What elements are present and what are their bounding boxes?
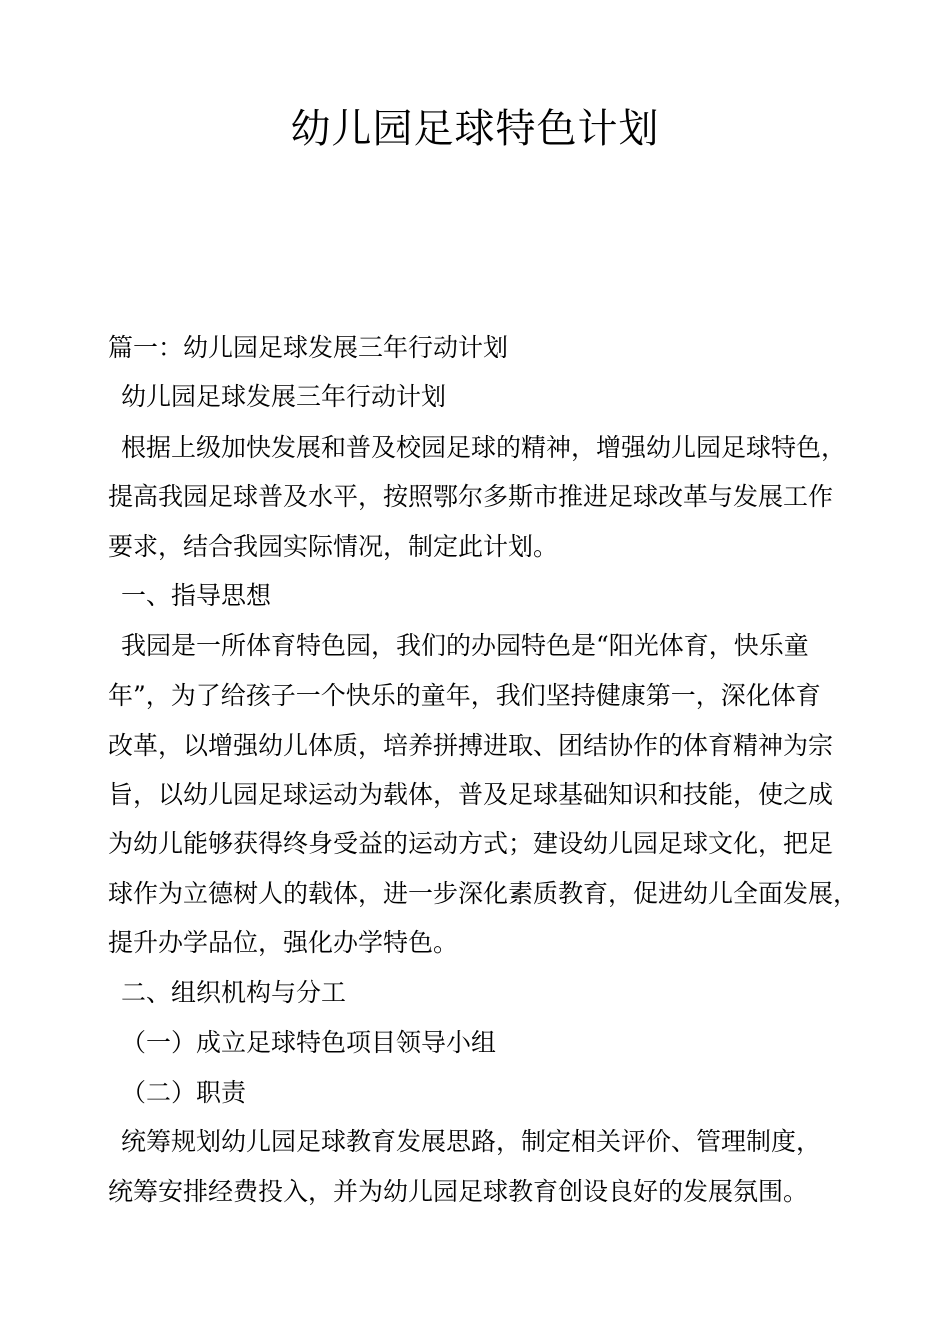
subsection-heading-duties: （二）职责 xyxy=(121,1078,247,1107)
paragraph-line: 我园是一所体育特色园，我们的办园特色是“阳光体育，快乐童 xyxy=(121,631,809,660)
paragraph-line: 球作为立德树人的载体，进一步深化素质教育，促进幼儿全面发展， xyxy=(108,879,859,908)
paragraph-line: 要求，结合我园实际情况，制定此计划。 xyxy=(108,532,559,561)
document-title: 幼儿园足球特色计划 xyxy=(290,106,660,152)
subsection-heading-leadership-group: （一）成立足球特色项目领导小组 xyxy=(121,1028,497,1057)
section-heading-organization: 二、组织机构与分工 xyxy=(121,978,347,1007)
section-heading-part-one: 篇一：幼儿园足球发展三年行动计划 xyxy=(108,333,509,362)
subtitle-line: 幼儿园足球发展三年行动计划 xyxy=(121,382,447,411)
section-heading-guiding-ideas: 一、指导思想 xyxy=(121,581,272,610)
paragraph-line: 年”，为了给孩子一个快乐的童年，我们坚持健康第一，深化体育 xyxy=(108,681,821,710)
paragraph-line: 旨，以幼儿园足球运动为载体，普及足球基础知识和技能，使之成 xyxy=(108,780,834,809)
paragraph-line: 为幼儿能够获得终身受益的运动方式；建设幼儿园足球文化，把足 xyxy=(108,829,834,858)
paragraph-line: 改革，以增强幼儿体质，培养拼搏进取、团结协作的体育精神为宗 xyxy=(108,731,834,760)
paragraph-line: 统筹安排经费投入，并为幼儿园足球教育创设良好的发展氛围。 xyxy=(108,1177,809,1206)
paragraph-line: 提高我园足球普及水平，按照鄂尔多斯市推进足球改革与发展工作 xyxy=(108,482,834,511)
paragraph-line: 提升办学品位，强化办学特色。 xyxy=(108,928,459,957)
paragraph-line: 根据上级加快发展和普及校园足球的精神，增强幼儿园足球特色， xyxy=(121,433,847,462)
paragraph-line: 统筹规划幼儿园足球教育发展思路，制定相关评价、管理制度， xyxy=(121,1127,822,1156)
